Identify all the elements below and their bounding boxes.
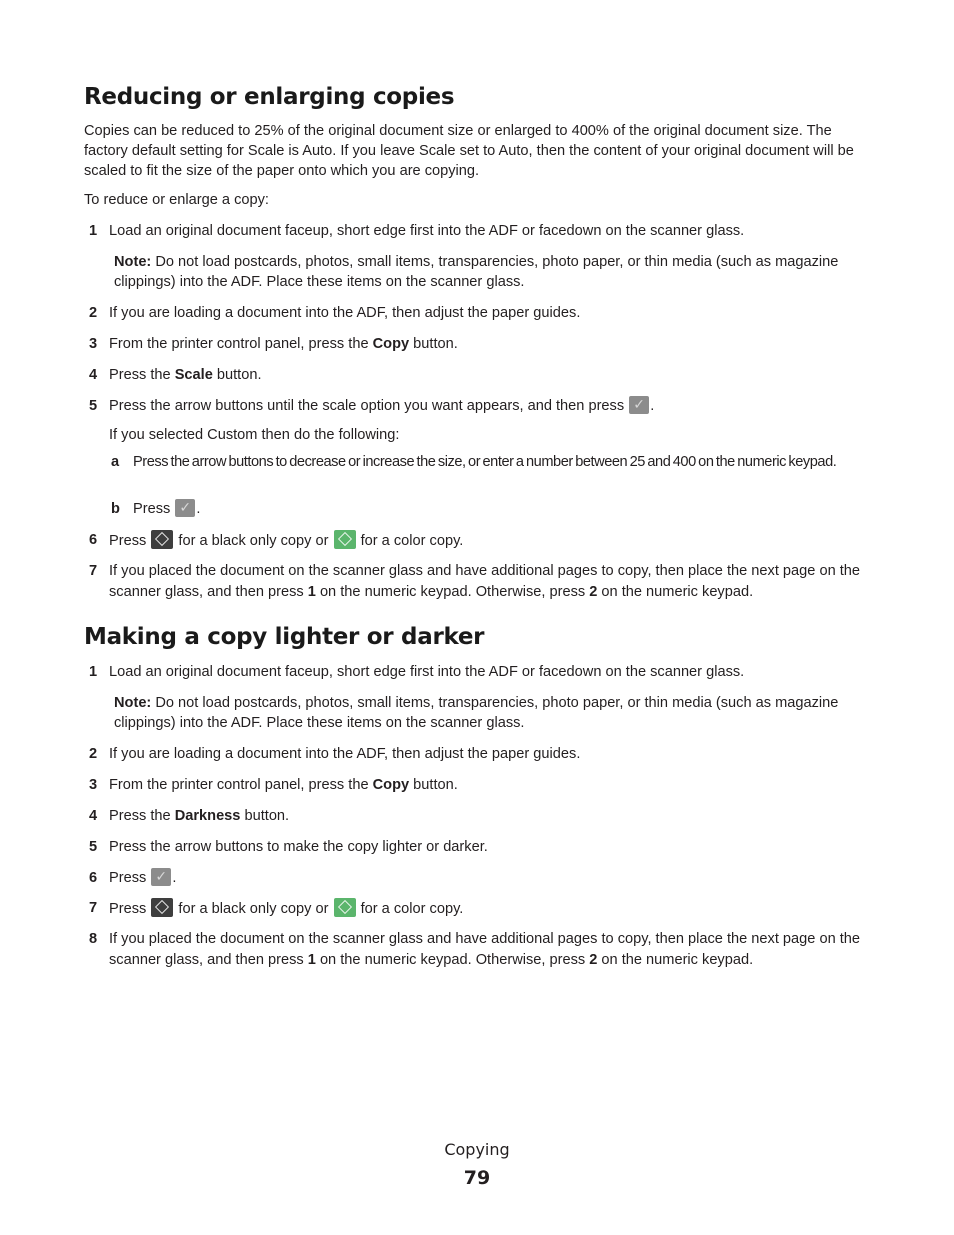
step-text: If you are loading a document into the ADF, then adjust the paper guides.: [109, 746, 581, 762]
step-number: 2: [89, 305, 98, 321]
substep-text: Press the arrow buttons to decrease or increase the size, or enter a number between 25 and 400 on the numeric keypad.: [133, 454, 837, 470]
note-paragraph: [114, 693, 874, 733]
color-start-button-icon: [334, 530, 356, 549]
step-text: Press for a black only copy or for a color copy.: [109, 530, 874, 552]
scale-button-label: Scale: [174, 367, 213, 383]
step-number: 3: [89, 336, 98, 352]
step-number: 4: [89, 808, 98, 824]
step-number: 1: [89, 664, 98, 680]
substep-letter: a: [111, 454, 120, 470]
black-start-button-icon: [151, 898, 173, 917]
step-text: From the printer control panel, press the Copy button.: [109, 336, 458, 352]
step-number: 1: [89, 223, 98, 239]
note-label: Note:: [114, 695, 152, 711]
checkmark-button-icon: [629, 396, 649, 414]
step-text: Press the Scale button.: [109, 367, 262, 383]
checkmark-button-icon: [151, 868, 171, 886]
step-text: Press the arrow buttons to make the copy lighter or darker.: [109, 839, 488, 855]
section-heading-reducing-enlarging: Reducing or enlarging copies: [84, 84, 455, 110]
step-text: Press ✓.: [109, 868, 874, 889]
step-number: 6: [89, 532, 98, 548]
step-number: 7: [89, 900, 98, 916]
step-text: Load an original document faceup, short edge first into the ADF or facedown on the scanner glass.: [109, 223, 745, 239]
note-text: Do not load postcards, photos, small items, transparencies, photo paper, or thin media (such as magazine clippings) into the ADF. Place these items on the scanner glass.: [114, 254, 839, 290]
lead-paragraph: To reduce or enlarge a copy:: [84, 192, 269, 208]
copy-button-label: Copy: [372, 777, 410, 793]
note-paragraph: [114, 252, 874, 292]
step-text: If you are loading a document into the ADF, then adjust the paper guides.: [109, 305, 581, 321]
black-start-button-icon: [151, 530, 173, 549]
copy-button-label: Copy: [372, 336, 410, 352]
custom-lead: If you selected Custom then do the following:: [109, 427, 400, 443]
step-number: 2: [89, 746, 98, 762]
step-text: If you placed the document on the scanner glass and have additional pages to copy, then place the next page on the scanner glass, and then press 1 on the numeric keypad. Otherwise, press 2 on the numeric keypad.: [109, 563, 861, 600]
step-text: Press for a black only copy or for a color copy.: [109, 898, 874, 920]
footer-chapter-title: Copying: [444, 1140, 510, 1159]
step-text: If you placed the document on the scanner glass and have additional pages to copy, then place the next page on the scanner glass, and then press 1 on the numeric keypad. Otherwise, press 2 on the numeric keypad.: [109, 931, 861, 968]
step-number: 3: [89, 777, 98, 793]
substep-letter: b: [111, 501, 120, 517]
step-text: Press the arrow buttons until the scale option you want appears, and then press ✓.: [109, 396, 874, 417]
checkmark-button-icon: [175, 499, 195, 517]
step-number: 5: [89, 398, 98, 414]
step-number: 6: [89, 870, 98, 886]
step-number: 5: [89, 839, 98, 855]
step-text: From the printer control panel, press the Copy button.: [109, 777, 458, 793]
color-start-button-icon: [334, 898, 356, 917]
step-number: 7: [89, 563, 98, 579]
darkness-button-label: Darkness: [174, 808, 241, 824]
note-label: Note:: [114, 254, 152, 270]
footer-page-number: 79: [463, 1167, 491, 1189]
step-number: 8: [89, 931, 98, 947]
step-text: Load an original document faceup, short edge first into the ADF or facedown on the scanner glass.: [109, 664, 745, 680]
step-number: 4: [89, 367, 98, 383]
substep-text: Press ✓.: [133, 499, 874, 519]
note-text: Do not load postcards, photos, small items, transparencies, photo paper, or thin media (such as magazine clippings) into the ADF. Place these items on the scanner glass.: [114, 695, 839, 731]
intro-paragraph: Copies can be reduced to 25% of the original document size or enlarged to 400% of the original document size. The factory default setting for Scale is Auto. If you leave Scale set to Auto, then the content of your original document will be scaled to fit the size of the paper onto which you are copying.: [84, 123, 854, 179]
step-text: Press the Darkness button.: [109, 808, 290, 824]
section-heading-lighter-darker: Making a copy lighter or darker: [84, 624, 485, 650]
